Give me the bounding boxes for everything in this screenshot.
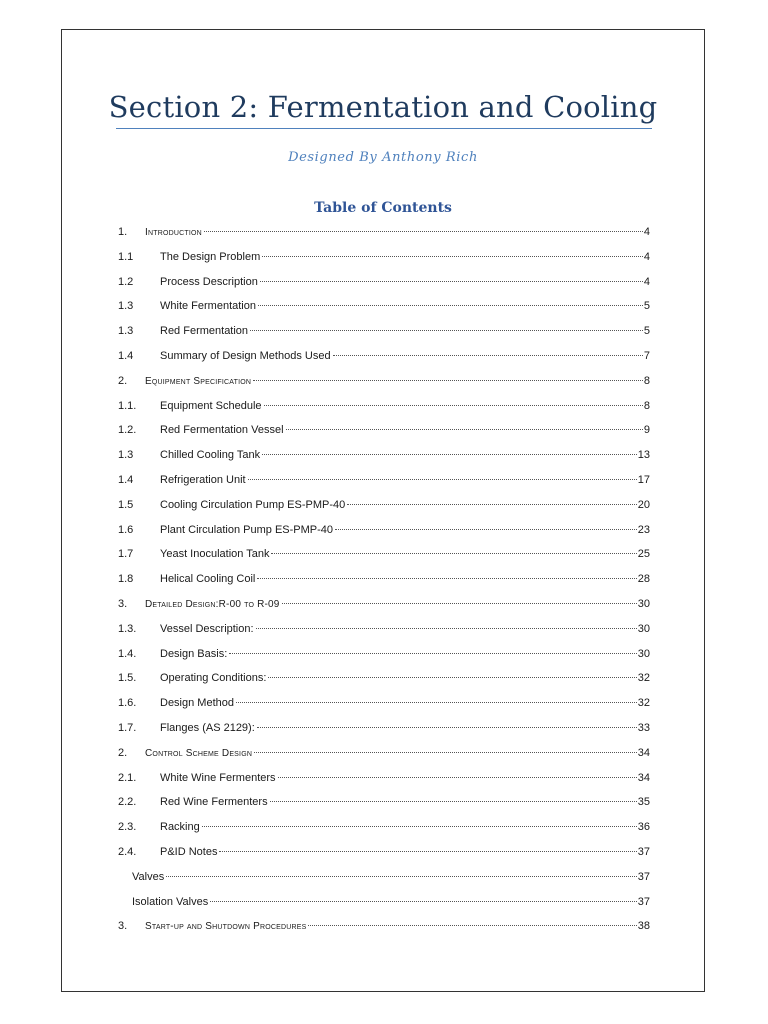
toc-entry-number: 1.4 — [118, 349, 134, 362]
toc-entry-title[interactable]: Isolation Valves — [132, 895, 209, 908]
toc-dot-leader — [257, 578, 636, 579]
toc-entry[interactable] — [118, 294, 650, 319]
toc-entry-page-number[interactable]: 20 — [637, 498, 650, 511]
document-title: Section 2: Fermentation and Cooling — [108, 90, 658, 124]
toc-entry-page-number[interactable]: 8 — [643, 374, 650, 387]
toc-entry[interactable] — [118, 319, 650, 344]
toc-entry-page-number[interactable]: 34 — [637, 771, 650, 784]
toc-dot-leader — [270, 801, 637, 802]
toc-entry-page-number[interactable]: 37 — [637, 845, 650, 858]
toc-dot-leader — [257, 727, 637, 728]
toc-entry-title[interactable]: P&ID Notes — [160, 845, 218, 858]
toc-dot-leader — [282, 603, 637, 604]
toc-entry[interactable] — [118, 468, 650, 493]
toc-entry-title[interactable]: Valves — [132, 870, 165, 883]
toc-entry-title[interactable]: Red Fermentation — [160, 325, 249, 338]
toc-entry-number: 1.4 — [118, 473, 134, 486]
toc-entry-title[interactable]: Start-up and Shutdown Procedures — [145, 921, 307, 933]
toc-entry[interactable] — [118, 790, 650, 815]
toc-dot-leader — [210, 901, 637, 902]
toc-entry-number: 1.3 — [118, 325, 134, 338]
toc-entry-page-number[interactable]: 13 — [637, 449, 650, 462]
toc-entry[interactable] — [118, 220, 650, 245]
document-page — [61, 29, 705, 992]
toc-entry-page-number[interactable]: 32 — [637, 672, 650, 685]
toc-entry-title[interactable]: Introduction — [145, 227, 202, 238]
toc-entry-number: 3. — [118, 597, 128, 610]
toc-entry-page-number[interactable]: 30 — [637, 597, 650, 610]
toc-entry-number: 1.3. — [118, 622, 137, 635]
toc-entry-title[interactable]: The Design Problem — [160, 250, 261, 263]
toc-entry[interactable] — [118, 642, 650, 667]
toc-entry-number: 2.2. — [118, 796, 137, 809]
toc-dot-leader — [166, 876, 637, 877]
toc-dot-leader — [262, 256, 643, 257]
toc-entry-number: 1.6. — [118, 697, 137, 710]
toc-entry-number: 1.6 — [118, 523, 134, 536]
toc-entry[interactable] — [118, 369, 650, 394]
toc-entry-number: 1.3 — [118, 449, 134, 462]
toc-entry[interactable] — [118, 865, 650, 890]
toc-entry-page-number[interactable]: 5 — [643, 300, 650, 313]
toc-entry-page-number[interactable]: 23 — [637, 523, 650, 536]
toc-entry[interactable] — [118, 716, 650, 741]
toc-entry[interactable] — [118, 443, 650, 468]
toc-dot-leader — [264, 405, 643, 406]
toc-entry[interactable] — [118, 890, 650, 915]
toc-dot-leader — [258, 305, 643, 306]
toc-entry-title[interactable]: Process Description — [160, 275, 258, 288]
toc-entry-page-number[interactable]: 25 — [637, 548, 650, 561]
toc-dot-leader — [271, 553, 636, 554]
toc-entry-title[interactable]: Red Wine Fermenters — [160, 796, 268, 809]
toc-entry-title[interactable]: Racking — [160, 821, 200, 834]
toc-entry-page-number[interactable]: 32 — [637, 697, 650, 710]
toc-entry-title[interactable]: Plant Circulation Pump ES-PMP-40 — [160, 523, 334, 536]
toc-entry-number: 1.7 — [118, 548, 134, 561]
toc-entry-title[interactable]: Equipment Specification — [145, 375, 252, 387]
toc-entry-title[interactable]: Helical Cooling Coil — [160, 573, 256, 586]
toc-entry-title[interactable]: Refrigeration Unit — [160, 473, 246, 486]
toc-dot-leader — [260, 281, 643, 282]
toc-entry-page-number[interactable]: 34 — [637, 746, 650, 759]
toc-dot-leader — [254, 752, 637, 753]
toc-dot-leader — [219, 851, 636, 852]
toc-entry-title[interactable]: Vessel Description: — [160, 622, 254, 635]
toc-entry-number: 2.1. — [118, 771, 137, 784]
toc-entry-page-number[interactable]: 35 — [637, 796, 650, 809]
toc-entry[interactable] — [118, 914, 650, 939]
toc-dot-leader — [250, 330, 643, 331]
toc-dot-leader — [347, 504, 637, 505]
toc-dot-leader — [248, 479, 637, 480]
toc-entry[interactable] — [118, 567, 650, 592]
toc-entry-title[interactable]: Design Basis: — [160, 647, 228, 660]
toc-dot-leader — [229, 653, 636, 654]
toc-entry[interactable] — [118, 270, 650, 295]
toc-entry-page-number[interactable]: 36 — [637, 821, 650, 834]
toc-dot-leader — [204, 231, 643, 232]
toc-entry-number: 1.5 — [118, 498, 134, 511]
toc-dot-leader — [278, 777, 637, 778]
toc-entry-page-number[interactable]: 30 — [637, 647, 650, 660]
toc-entry-number: 2. — [118, 374, 128, 387]
toc-entry-title[interactable]: Flanges (AS 2129): — [160, 721, 255, 734]
toc-entry[interactable] — [118, 691, 650, 716]
toc-entry-page-number[interactable]: 33 — [637, 721, 650, 734]
toc-entry-title[interactable]: White Fermentation — [160, 300, 256, 313]
toc-heading: Table of Contents — [314, 200, 452, 216]
toc-entry-page-number[interactable]: 38 — [637, 920, 650, 933]
toc-dot-leader — [253, 380, 643, 381]
toc-entry-page-number[interactable]: 7 — [643, 349, 650, 362]
toc-entry-title[interactable]: Cooling Circulation Pump ES-PMP-40 — [160, 498, 346, 511]
toc-entry-title[interactable]: Detailed Design:R-00 to R-09 — [145, 598, 280, 610]
toc-entry-page-number[interactable]: 4 — [643, 275, 650, 288]
toc-entry-number: 1.8 — [118, 573, 134, 586]
toc-entry-number: 2.3. — [118, 821, 137, 834]
toc-entry-page-number[interactable]: 9 — [643, 424, 650, 437]
table-of-contents — [118, 220, 650, 939]
toc-dot-leader — [333, 355, 643, 356]
toc-dot-leader — [202, 826, 637, 827]
toc-entry-number: 1.1. — [118, 399, 137, 412]
toc-dot-leader — [286, 429, 643, 430]
toc-entry-title[interactable]: Equipment Schedule — [160, 399, 262, 412]
document-subtitle: Designed By Anthony Rich — [288, 150, 478, 165]
toc-entry-page-number[interactable]: 8 — [643, 399, 650, 412]
toc-entry-page-number[interactable]: 37 — [637, 895, 650, 908]
toc-entry[interactable] — [118, 741, 650, 766]
toc-entry[interactable] — [118, 245, 650, 270]
toc-entry-number: 1.1 — [118, 250, 134, 263]
toc-entry-page-number[interactable]: 4 — [643, 250, 650, 263]
toc-dot-leader — [236, 702, 637, 703]
toc-entry[interactable] — [118, 592, 650, 617]
toc-entry-title[interactable]: Chilled Cooling Tank — [160, 449, 261, 462]
toc-entry-title[interactable]: Yeast Inoculation Tank — [160, 548, 270, 561]
toc-dot-leader — [335, 529, 637, 530]
toc-entry-number: 2.4. — [118, 845, 137, 858]
toc-entry[interactable] — [118, 344, 650, 369]
toc-dot-leader — [308, 925, 636, 926]
toc-entry[interactable] — [118, 666, 650, 691]
toc-entry-title[interactable]: Summary of Design Methods Used — [160, 349, 331, 362]
toc-entry-title[interactable]: Red Fermentation Vessel — [160, 424, 284, 437]
toc-entry-page-number[interactable]: 4 — [643, 226, 650, 238]
toc-entry[interactable] — [118, 418, 650, 443]
toc-dot-leader — [256, 628, 637, 629]
toc-entry[interactable] — [118, 617, 650, 642]
title-underline — [116, 128, 652, 129]
toc-entry-title[interactable]: White Wine Fermenters — [160, 771, 276, 784]
toc-entry-page-number[interactable]: 30 — [637, 622, 650, 635]
toc-dot-leader — [262, 454, 637, 455]
toc-entry-title[interactable]: Control Scheme Design — [145, 747, 253, 759]
toc-entry-number: 1.2. — [118, 424, 137, 437]
toc-dot-leader — [268, 677, 636, 678]
toc-entry-page-number[interactable]: 17 — [637, 473, 650, 486]
toc-entry-title[interactable]: Operating Conditions: — [160, 672, 267, 685]
toc-entry[interactable] — [118, 518, 650, 543]
toc-entry[interactable] — [118, 840, 650, 865]
toc-entry-number: 1.5. — [118, 672, 137, 685]
toc-entry[interactable] — [118, 394, 650, 419]
toc-entry-number: 3. — [118, 920, 128, 933]
toc-entry-title[interactable]: Design Method — [160, 697, 234, 710]
toc-entry[interactable] — [118, 493, 650, 518]
toc-entry-number: 1.2 — [118, 275, 134, 288]
toc-entry[interactable] — [118, 542, 650, 567]
toc-entry-number: 1.4. — [118, 647, 137, 660]
toc-entry[interactable] — [118, 815, 650, 840]
toc-entry[interactable] — [118, 766, 650, 791]
toc-entry-page-number[interactable]: 37 — [637, 870, 650, 883]
toc-entry-number: 1. — [118, 226, 128, 238]
toc-entry-page-number[interactable]: 28 — [637, 573, 650, 586]
toc-entry-number: 1.7. — [118, 721, 137, 734]
toc-entry-number: 1.3 — [118, 300, 134, 313]
toc-entry-number: 2. — [118, 746, 128, 759]
toc-entry-page-number[interactable]: 5 — [643, 325, 650, 338]
